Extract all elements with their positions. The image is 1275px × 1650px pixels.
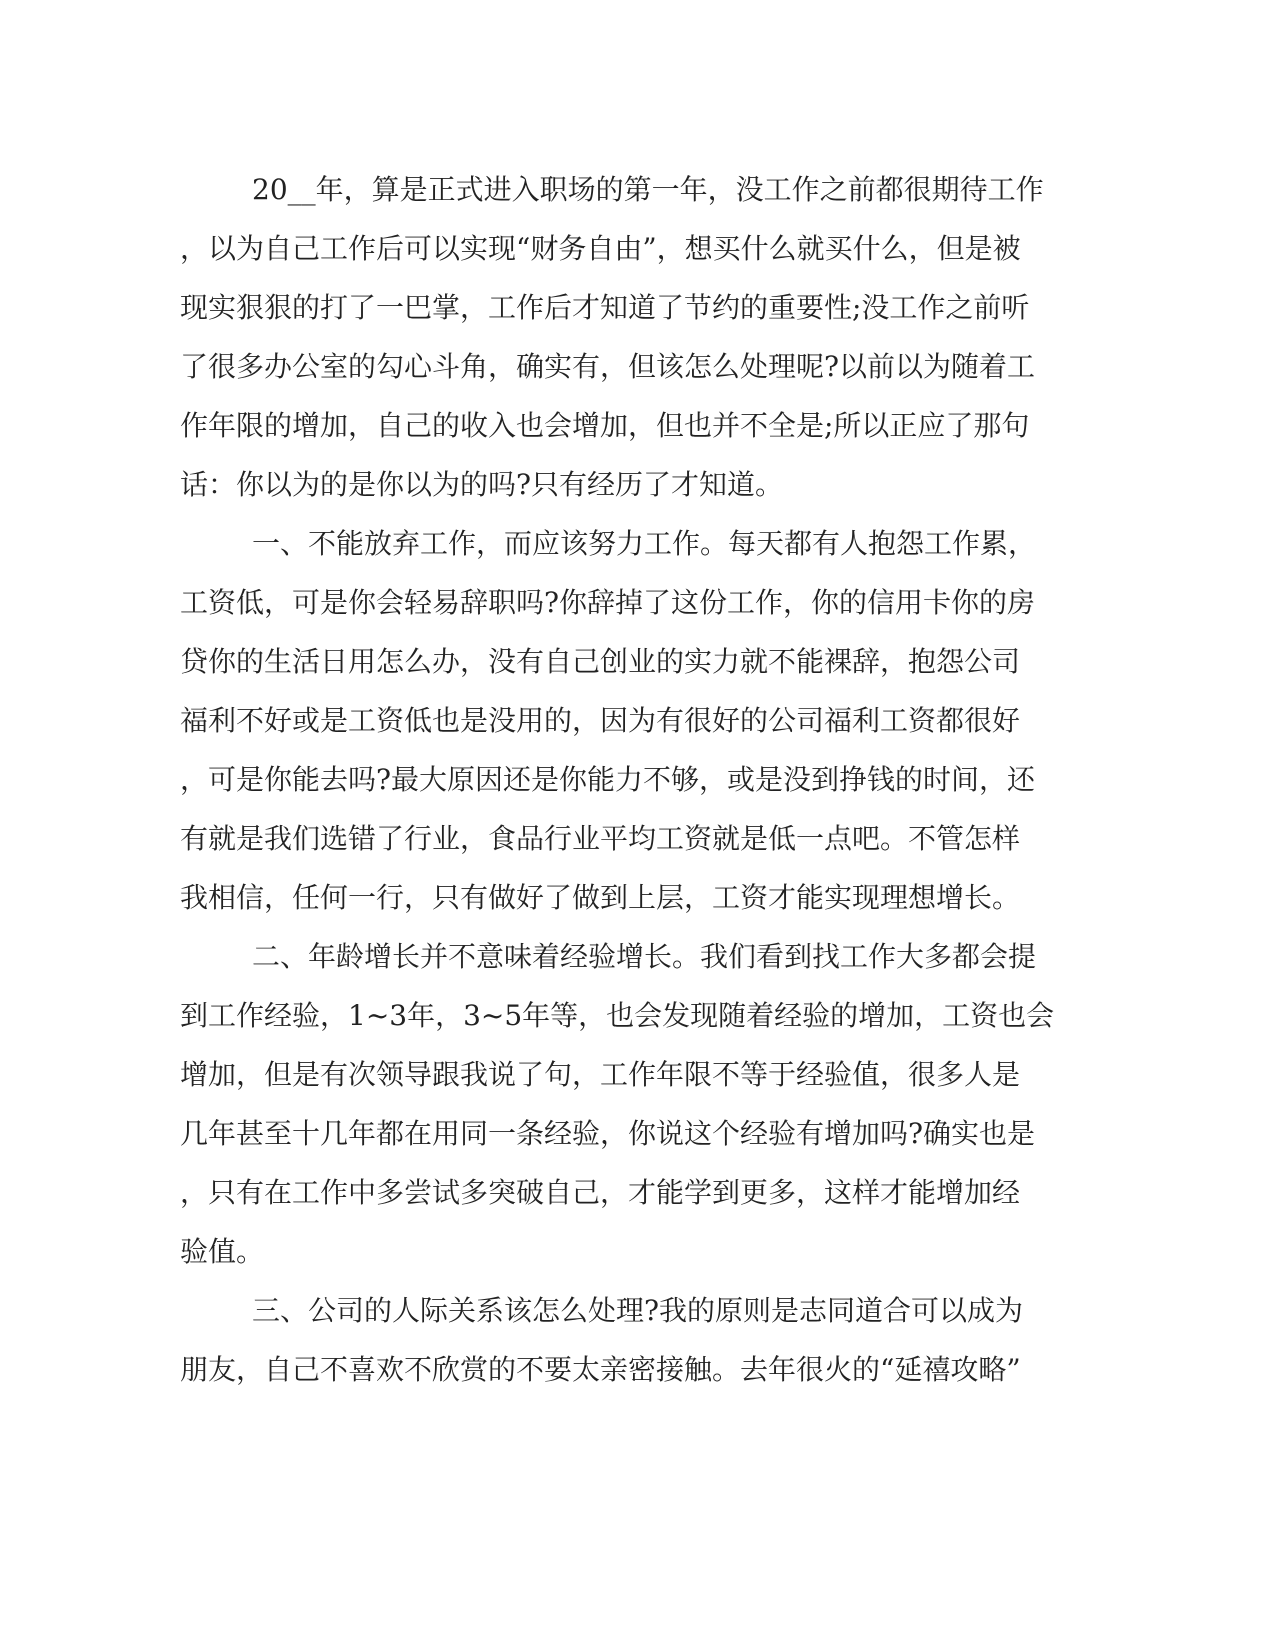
paragraph-line: 福利不好或是工资低也是没用的，因为有很好的公司福利工资都很好 (180, 704, 1021, 737)
paragraph-line: 话：你以为的是你以为的吗?只有经历了才知道。 (180, 468, 784, 501)
paragraph-line: ，只有在工作中多尝试多突破自己，才能学到更多，这样才能增加经 (180, 1176, 1021, 1209)
paragraph-line: 几年甚至十几年都在用同一条经验，你说这个经验有增加吗?确实也是 (180, 1117, 1036, 1150)
paragraph-line: 到工作经验，1~3年，3~5年等，也会发现随着经验的增加，工资也会 (180, 999, 1055, 1032)
paragraph-line: 朋友，自己不喜欢不欣赏的不要太亲密接触。去年很火的“延禧攻略” (180, 1353, 1021, 1386)
paragraph-line: 现实狠狠的打了一巴掌，工作后才知道了节约的重要性;没工作之前听 (180, 291, 1030, 324)
paragraph-line: 作年限的增加，自己的收入也会增加，但也并不全是;所以正应了那句 (180, 409, 1030, 442)
paragraph-line: 我相信，任何一行，只有做好了做到上层，工资才能实现理想增长。 (180, 881, 1021, 914)
paragraph-line: ，可是你能去吗?最大原因还是你能力不够，或是没到挣钱的时间，还 (180, 763, 1036, 796)
paragraph-line: 一、不能放弃工作，而应该努力工作。每天都有人抱怨工作累， (252, 527, 1037, 560)
paragraph-line: 二、年龄增长并不意味着经验增长。我们看到找工作大多都会提 (252, 940, 1037, 973)
paragraph-line: 增加，但是有次领导跟我说了句，工作年限不等于经验值，很多人是 (180, 1058, 1021, 1091)
paragraph-line: 了很多办公室的勾心斗角，确实有，但该怎么处理呢?以前以为随着工 (180, 350, 1036, 383)
document-body (180, 160, 1055, 1399)
paragraph-line: 三、公司的人际关系该怎么处理?我的原则是志同道合可以成为 (252, 1294, 1024, 1327)
paragraph-line: 20__年，算是正式进入职场的第一年，没工作之前都很期待工作 (252, 173, 1044, 206)
paragraph-line: 工资低，可是你会轻易辞职吗?你辞掉了这份工作，你的信用卡你的房 (180, 586, 1036, 619)
paragraph-line: 贷你的生活日用怎么办，没有自己创业的实力就不能裸辞，抱怨公司 (180, 645, 1021, 678)
paragraph-line: ，以为自己工作后可以实现“财务自由”，想买什么就买什么，但是被 (180, 232, 1021, 265)
paragraph-line: 有就是我们选错了行业，食品行业平均工资就是低一点吧。不管怎样 (180, 822, 1021, 855)
paragraph-line: 验值。 (180, 1235, 265, 1268)
